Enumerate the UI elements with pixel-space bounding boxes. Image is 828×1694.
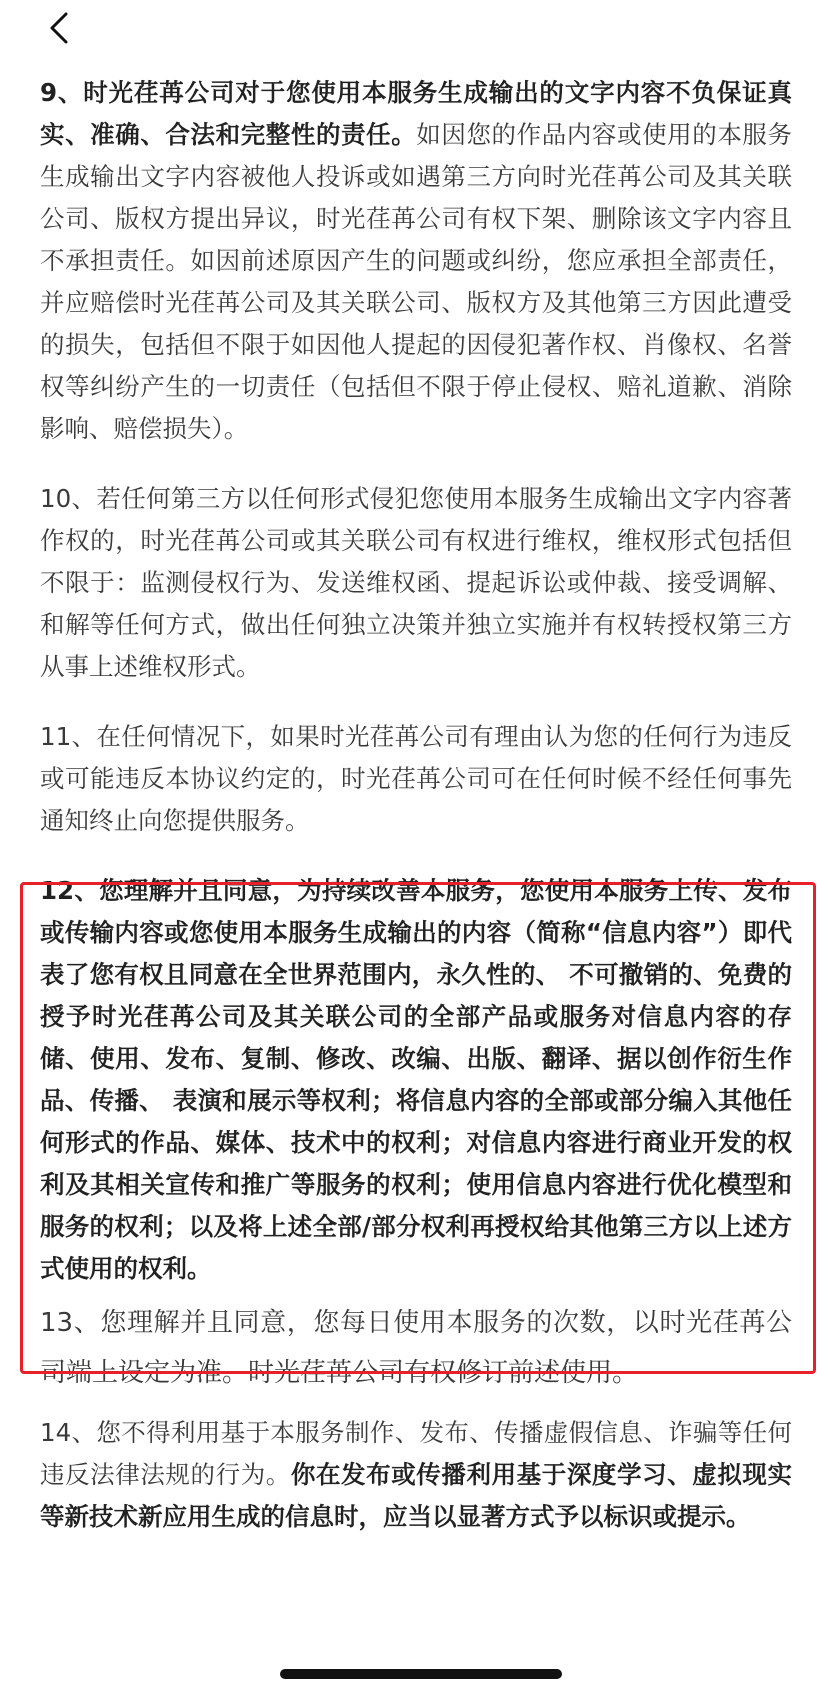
clause-9-text: 如因您的作品内容或使用的本服务生成输出文字内容被他人投诉或如遇第三方向时光荏苒公司及其关联公司、版权方提出异议，时光荏苒公司有权下架、删除该文字内容且不承担责任。如因前述原因产生的问题或纠纷，您应承担全部责任，并应赔偿时光荏苒公司及其关联公司、版权方及其他第三方因此遭受的损失，包括但不限于如因他人提起的因侵犯著作权、肖像权、名誉权等纠纷产生的一切责任（包括但不限于停止侵权、赔礼道歉、消除影响、赔偿损失）。 <box>40 120 793 443</box>
home-indicator[interactable] <box>280 1669 562 1679</box>
clause-9 <box>40 72 792 450</box>
clause-12: 12、您理解并且同意，为持续改善本服务，您使用本服务上传、发布或传输内容或您使用本服务生成输出的内容（简称“信息内容”）即代表了您有权且同意在全世界范围内，永久性的、 不可撤销的、免费的授予时光荏苒公司及其关联公司的全部产品或服务对信息内容的存储、使用、发布、复制、修改、改编、出版、翻译、据以创作衍生作品、传播、 表演和展示等权利；将信息内容的全部或部分编入其他任何形式的作品、媒体、技术中的权利；对信息内容进行商业开发的权利及其相关宣传和推广等服务的权利；使用信息内容进行优化模型和服务的权利；以及将上述全部/部分权利再授权给其他第三方以上述方式使用的权利。 <box>40 876 792 1283</box>
chevron-left-icon <box>42 8 82 48</box>
highlight-box <box>20 882 816 1374</box>
clause-10: 10、若任何第三方以任何形式侵犯您使用本服务生成输出文字内容著作权的，时光荏苒公司或其关联公司有权进行维权，维权形式包括但不限于：监测侵权行为、发送维权函、提起诉讼或仲裁、接受调解、和解等任何方式，做出任何独立决策并独立实施并有权转授权第三方从事上述维权形式。 <box>40 484 792 681</box>
clause-13: 13、您理解并且同意，您每日使用本服务的次数，以时光荏苒公司端上设定为准。时光荏苒公司有权修订前述使用。 <box>40 1308 792 1388</box>
clause-14 <box>40 1412 792 1538</box>
clause-14-text: 14、您不得利用基于本服务制作、发布、传播虚假信息、诈骗等任何违反法律法规的行为。 <box>40 1418 792 1489</box>
back-button[interactable] <box>42 8 82 48</box>
clause-14-bold: 你在发布或传播利用基于深度学习、虚拟现实等新技术新应用生成的信息时，应当以显著方式予以标识或提示。 <box>40 1460 793 1531</box>
clause-11: 11、在任何情况下，如果时光荏苒公司有理由认为您的任何行为违反或可能违反本协议约定的，时光荏苒公司可在任何时候不经任何事先通知终止向您提供服务。 <box>40 722 792 835</box>
clause-9-bold: 9、时光荏苒公司对于您使用本服务生成输出的文字内容不负保证真实、准确、合法和完整性的责任。 <box>40 78 792 149</box>
